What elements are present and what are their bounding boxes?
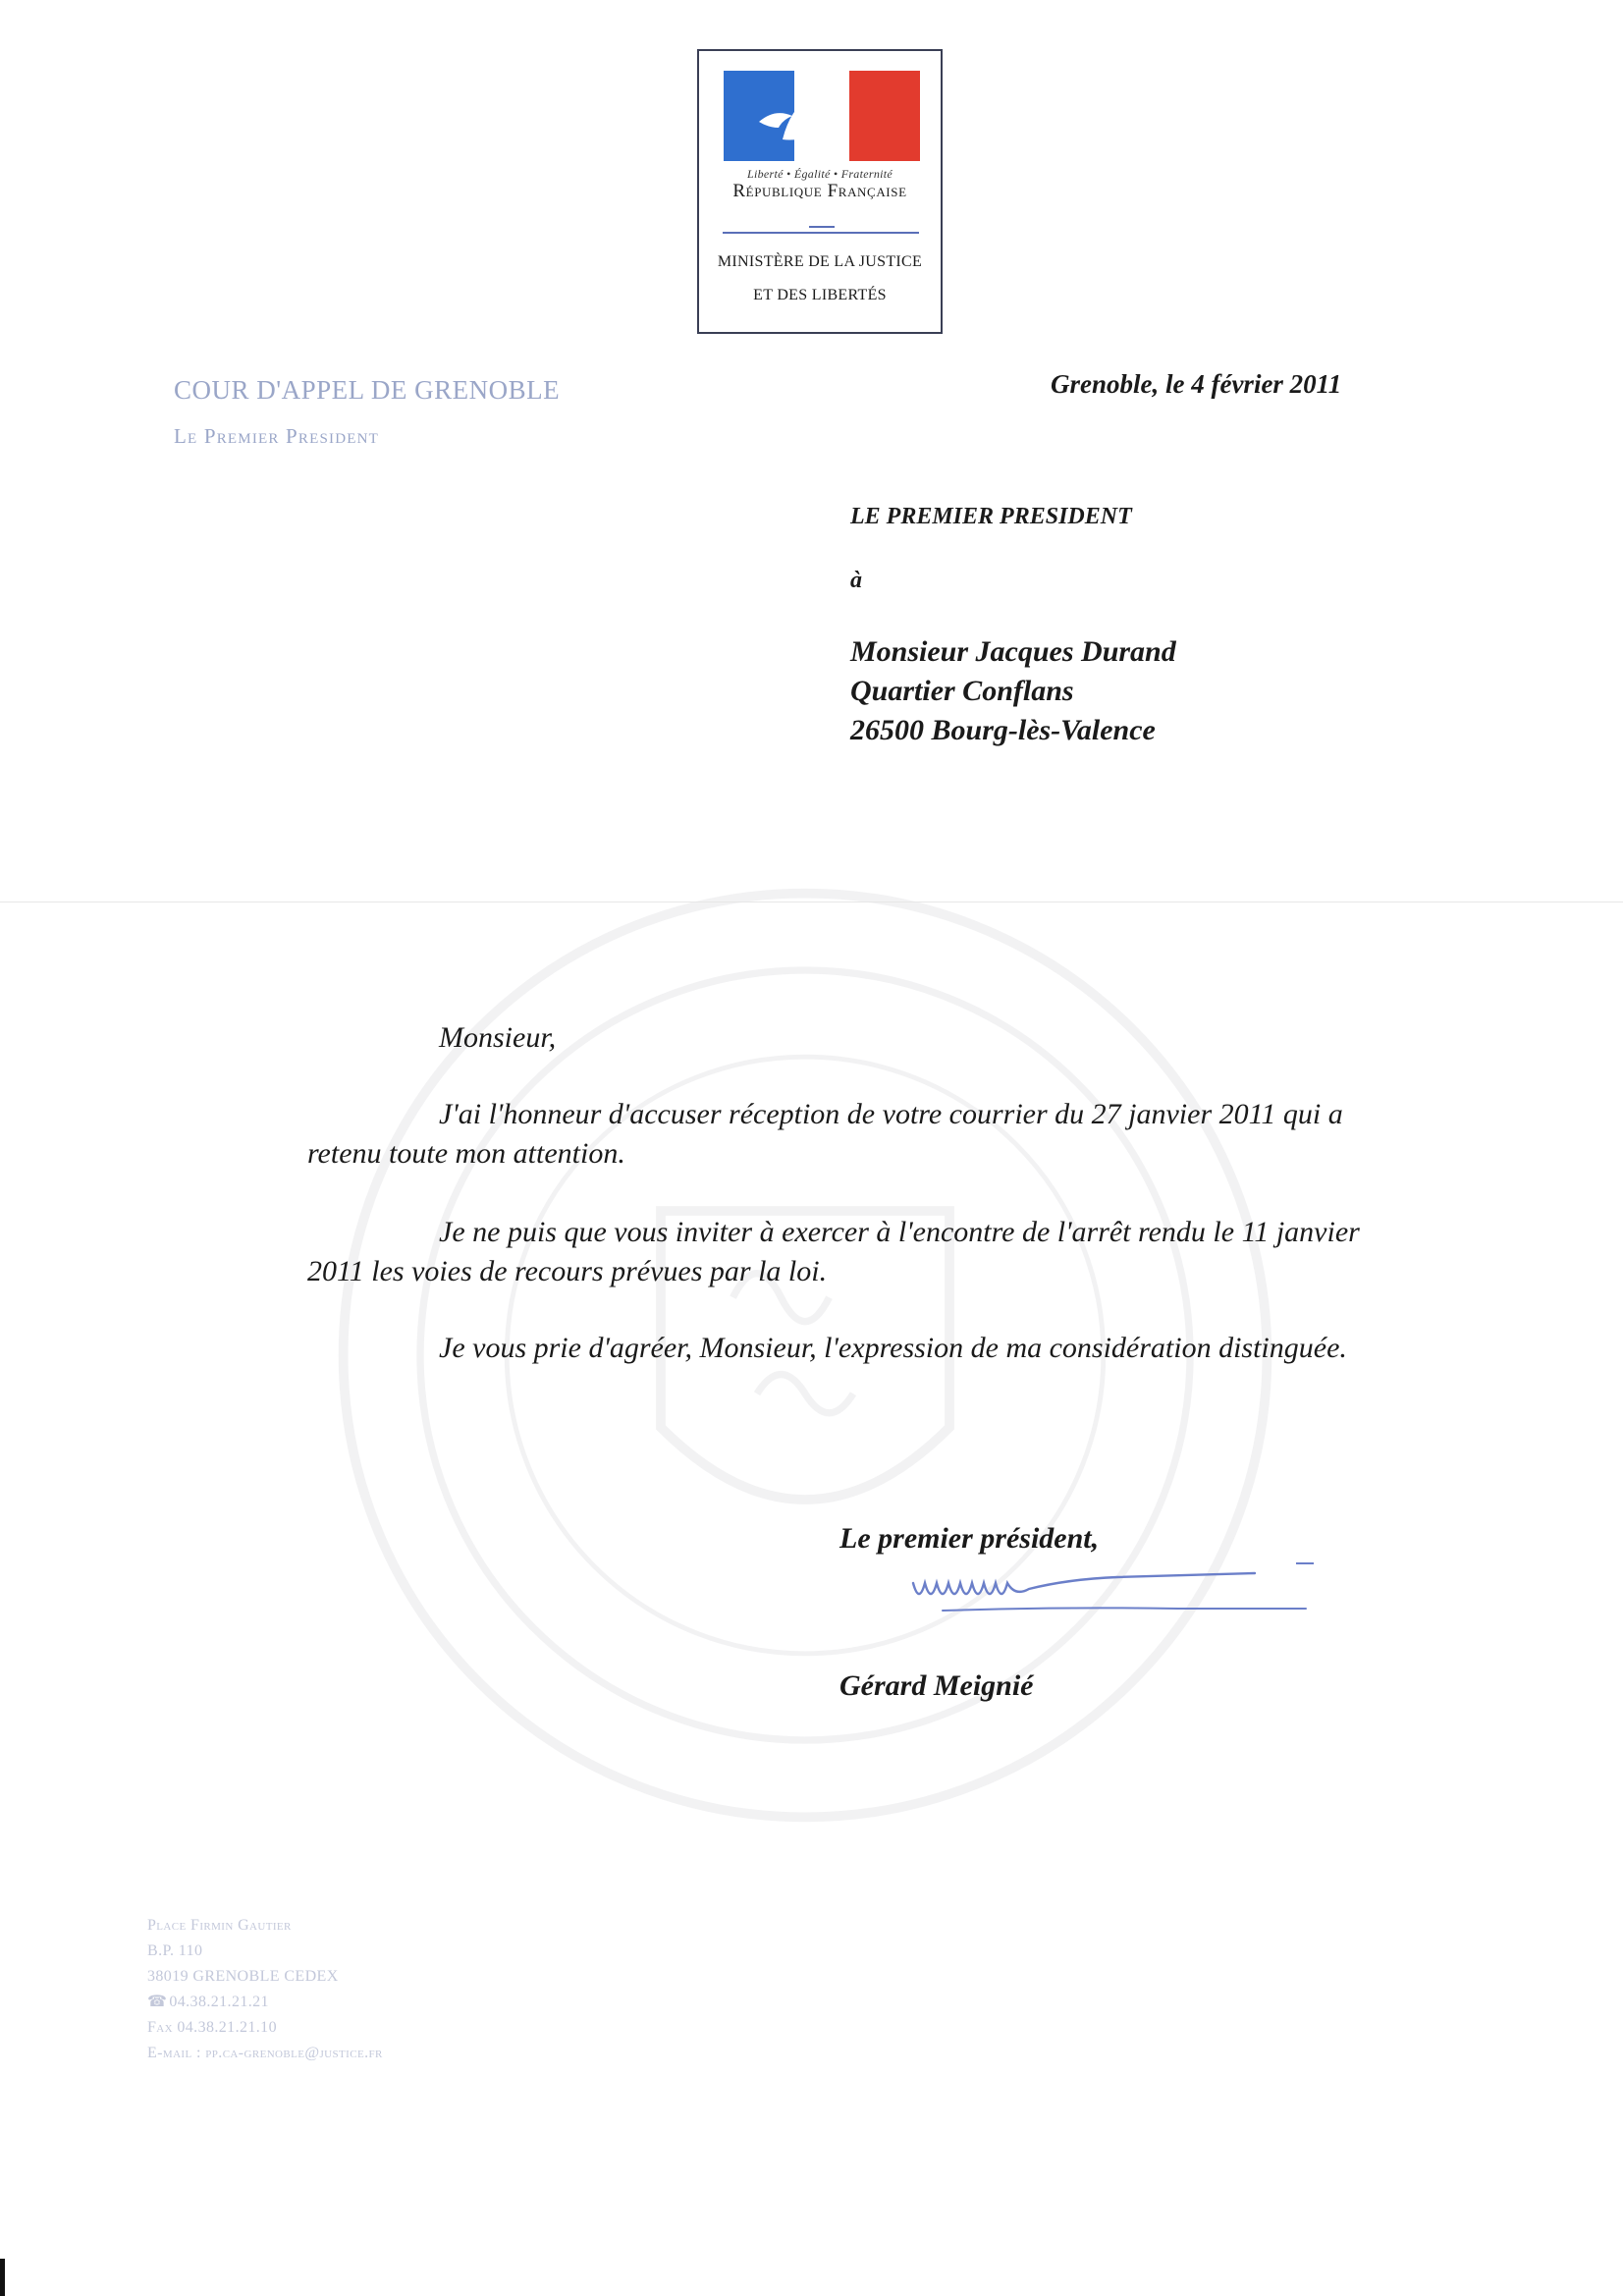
recipient-street: Quartier Conflans: [850, 675, 1074, 707]
signatory-name: Gérard Meignié: [839, 1669, 1034, 1702]
republic-motto: Liberté • Égalité • Fraternité: [746, 167, 893, 181]
paragraph-1-line-1: J'ai l'honneur d'accuser réception de votre courrier du 27 janvier 2011 qui a: [439, 1098, 1343, 1130]
logo-divider-short: [809, 226, 835, 228]
paragraph-2-line-1: Je ne puis que vous inviter à exercer à l'encontre de l'arrêt rendu le 11 janvier: [439, 1216, 1360, 1248]
scan-edge-mark: [0, 2259, 5, 2296]
republique-francaise-label: République Française: [732, 181, 907, 201]
recipient-city: 26500 Bourg-lès-Valence: [850, 714, 1156, 746]
salutation: Monsieur,: [439, 1021, 557, 1054]
signatory-title: Le premier président,: [839, 1522, 1100, 1555]
court-name: COUR D'APPEL DE GRENOBLE: [174, 375, 561, 405]
recipient-name: Monsieur Jacques Durand: [850, 635, 1176, 668]
handwritten-signature: [884, 1554, 1335, 1642]
logo-divider: [723, 232, 919, 234]
court-subtitle: Le Premier President: [174, 424, 380, 448]
letter-date: Grenoble, le 4 février 2011: [1051, 369, 1342, 399]
footer-phone-row: [147, 1990, 383, 2015]
phone-icon: ☎: [147, 1994, 168, 2010]
footer-fax: Fax 04.38.21.21.10: [147, 2019, 277, 2036]
footer-address-line1: Place Firmin Gautier: [147, 1917, 292, 1934]
footer-address-line2: B.P. 110: [147, 1942, 203, 1959]
republique-francaise-logo: [697, 49, 943, 334]
ministry-name-line2: ET DES LIBERTÉS: [753, 287, 887, 303]
paragraph-2-line-2: 2011 les voies de recours prévues par la loi.: [307, 1255, 828, 1287]
footer-address-line3: 38019 GRENOBLE CEDEX: [147, 1968, 339, 1985]
to-word: à: [850, 568, 862, 593]
sender-title: LE PREMIER PRESIDENT: [850, 504, 1132, 529]
closing-paragraph: Je vous prie d'agréer, Monsieur, l'expression de ma considération distinguée.: [439, 1332, 1347, 1364]
footer-phone: 04.38.21.21.21: [169, 1994, 269, 2010]
court-contact-footer: [147, 1913, 383, 2066]
footer-email: E-mail : pp.ca-grenoble@justice.fr: [147, 2045, 383, 2061]
marianne-flag-icon: [724, 71, 920, 161]
paragraph-1-line-2: retenu toute mon attention.: [307, 1137, 625, 1170]
ministry-name-line1: MINISTÈRE DE LA JUSTICE: [717, 253, 923, 270]
